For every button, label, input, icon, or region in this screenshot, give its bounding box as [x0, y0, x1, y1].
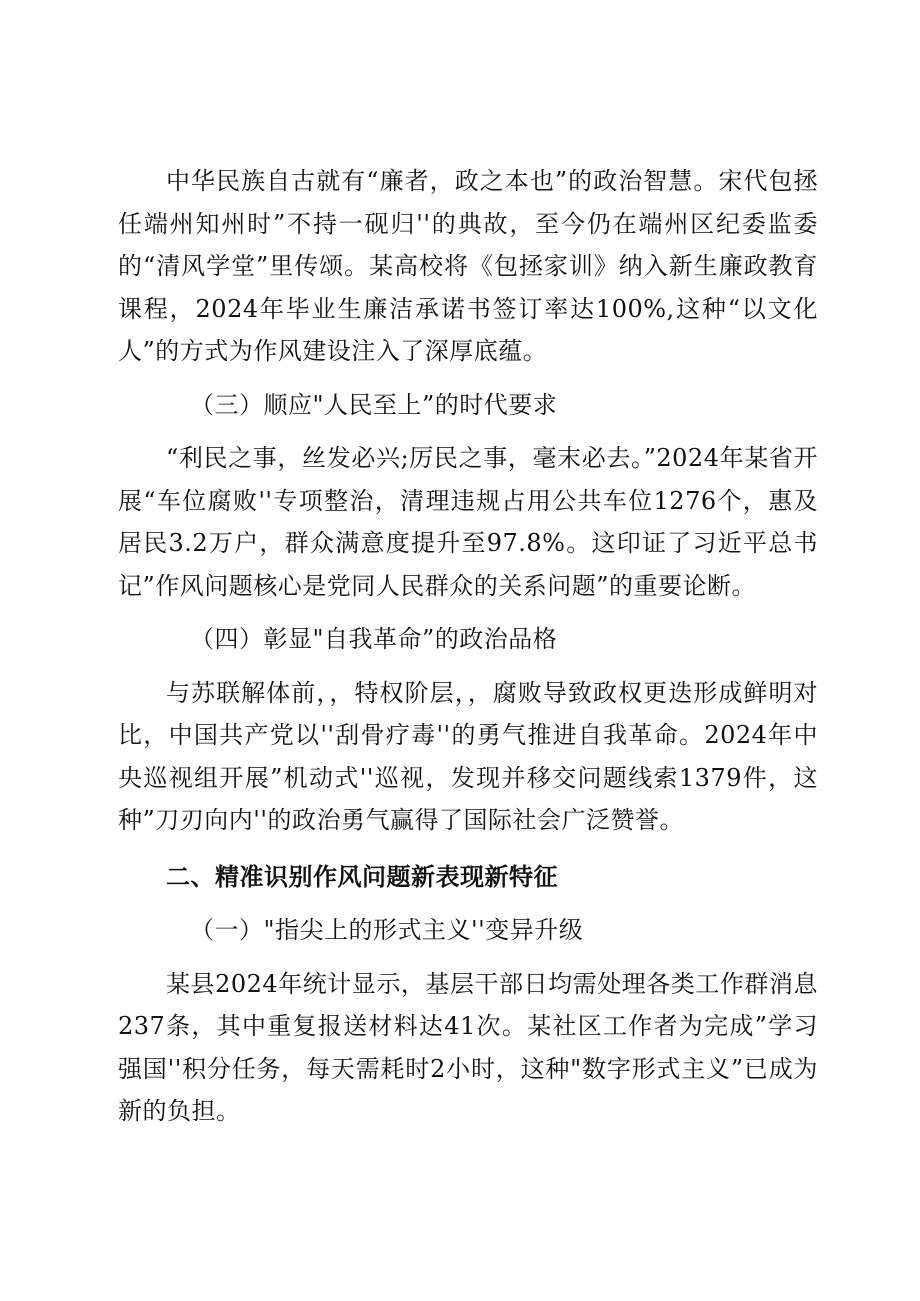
paragraph-self-revolution: 与苏联解体前，，特权阶层，，腐败导致政权更迭形成鲜明对比，中国共产党以''刮骨疗毒''的勇气推进自我革命。2024年中央巡视组开展”机动式''巡视，发现并移交问题线索1379件，这种”刀刃向内''的政治勇气赢得了国际社会广泛赞誉。 — [118, 678, 818, 834]
section-heading-two: 二、精准识别作风问题新表现新特征 — [166, 861, 558, 891]
document-body — [118, 160, 818, 1133]
subheading-people-first: （三）顺应"人民至上”的时代要求 — [190, 390, 558, 419]
subheading-fingertip-formalism: （一）"指尖上的形式主义''变异升级 — [190, 916, 584, 944]
paragraph-digital-formalism: 某县2024年统计显示，基层干部日均需处理各类工作群消息237条，其中重复报送材料达41次。某社区工作者为完成”学习强国''积分任务，每天需耗时2小时，这种"数字形式主义”已成为新的负担。 — [118, 969, 818, 1125]
paragraph-integrity-culture: 中华民族自古就有“廉者，政之本也”的政治智慧。宋代包拯任端州知州时”不持一砚归''的典故，至今仍在端州区纪委监委的“清风学堂”里传颂。某高校将《包拯家训》纳入新生廉政教育课程，2024年毕业生廉洁承诺书签订率达100%,这种“以文化人”的方式为作风建设注入了深厚底蕴。 — [118, 167, 818, 365]
paragraph-people-first: “利民之事，丝发必兴;厉民之事，毫末必去。”2024年某省开展“车位腐败''专项整治，清理违规占用公共车位1276个，惠及居民3.2万户，群众满意度提升至97.8%。这印证了习近平总书记”作风问题核心是党同人民群众的关系问题”的重要论断。 — [118, 444, 818, 600]
subheading-self-revolution: （四）彰显"自我革命”的政治品格 — [190, 625, 558, 653]
